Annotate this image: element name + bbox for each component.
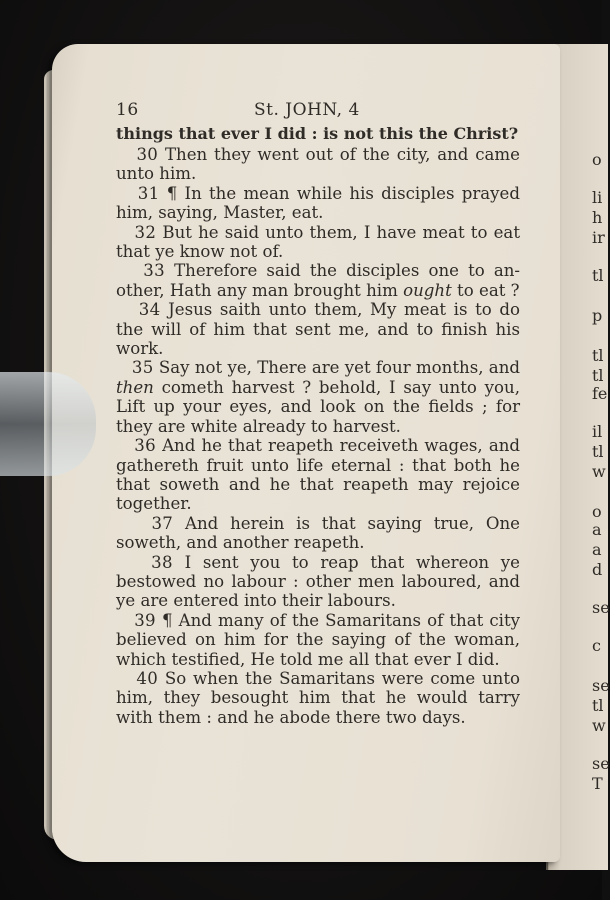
book-chapter-title: St. JOHN, 4	[254, 100, 360, 120]
verse-text: And he that reapeth receiveth wages,	[162, 436, 483, 456]
facing-fragment: w	[592, 462, 606, 481]
facing-fragment: o	[592, 150, 602, 169]
verse-text: soweth, and another reapeth.	[116, 533, 365, 553]
verse-text: city believed on him for the saying of the	[116, 610, 520, 650]
verse-number: 32	[134, 222, 157, 242]
verse-number: 37	[151, 513, 174, 533]
verse-text: Jesus saith unto them, My meat is to	[168, 300, 492, 320]
verse-text: prayed him, saying, Master, eat.	[116, 183, 520, 223]
verse-number: 33	[143, 261, 165, 281]
verse-text: But he said unto them, I have meat to	[162, 222, 488, 242]
verse-text: and ye are entered into their labours.	[116, 571, 520, 611]
facing-fragment: tl	[592, 696, 604, 715]
verse-text: other, Hath any man brought him	[116, 280, 404, 300]
verse-text: And herein is that saying true, One	[184, 513, 521, 533]
facing-fragment: tl	[592, 366, 604, 385]
verse-36	[116, 436, 520, 514]
verse-40	[116, 669, 520, 727]
verse-text: eat ?	[479, 280, 520, 300]
facing-fragment: se	[592, 676, 610, 695]
verse-text: ever I did.	[413, 649, 500, 669]
facing-fragment: se	[592, 598, 610, 617]
verse-37	[116, 514, 520, 553]
verse-39	[116, 611, 520, 669]
verse-text: harvest.	[332, 416, 401, 436]
verse-text: I sent you to reap that whereon ye	[184, 552, 520, 572]
verse-34	[116, 300, 520, 358]
running-head	[116, 98, 520, 124]
facing-fragment: h	[592, 208, 603, 227]
verse-number: 38	[151, 552, 173, 572]
verse-text: his work.	[116, 319, 520, 359]
facing-fragment: tl	[592, 442, 604, 461]
verse-italic-word: ought	[403, 280, 452, 300]
verse-text: both he that soweth and he that reapeth	[116, 455, 520, 494]
verse-italic-word: then	[116, 377, 154, 397]
facing-fragment: T	[592, 774, 603, 793]
verse-text: the fields ; for they are white already to	[116, 397, 520, 436]
facing-fragment: w	[592, 716, 606, 735]
verse-text: ¶ In the mean while his disciples	[166, 183, 455, 203]
verse-text: cometh harvest ? behold, I say	[153, 377, 432, 397]
verse-text: eat that ye know not of.	[116, 222, 520, 262]
facing-fragment: fe	[592, 384, 608, 403]
facing-fragment: tl	[592, 266, 604, 285]
facing-fragment: p	[592, 306, 603, 325]
facing-fragment: li	[592, 188, 603, 207]
verse-number: 40	[136, 668, 159, 688]
verse-number: 35	[131, 358, 154, 378]
verse-text: and gathereth fruit unto life eternal : that	[116, 436, 521, 475]
verse-text: woman, which testified, He told me all that	[116, 630, 520, 669]
facing-fragment: a	[592, 520, 602, 539]
verse-35	[116, 358, 520, 436]
verse-31	[116, 184, 520, 223]
facing-fragment: d	[592, 560, 603, 579]
verse-number: 36	[134, 436, 156, 456]
verse-text: ¶ And many of the Samaritans of that	[162, 610, 484, 630]
verse-number: 30	[136, 145, 159, 164]
page-clip	[0, 372, 96, 476]
verse-number: 31	[137, 183, 160, 203]
verse-text: unto you, Lift up your eyes, and look on	[116, 377, 520, 417]
verse-text: days.	[422, 707, 466, 727]
facing-fragment: se	[592, 754, 610, 773]
verse-text: So when the Samaritans were come	[164, 668, 476, 688]
verse-38	[116, 553, 520, 611]
page-number: 16	[116, 100, 139, 120]
facing-fragment: a	[592, 540, 602, 559]
verse-text: bestowed no labour : other men laboured,	[116, 571, 482, 591]
page-text	[116, 98, 520, 727]
verse-number: 39	[134, 610, 156, 630]
verse-text: and	[488, 358, 520, 378]
facing-fragment: il	[592, 422, 603, 441]
verse-33	[116, 261, 520, 300]
verse-text: Therefore said the disciples one to an-	[174, 261, 521, 281]
verse-text: Then they went out of the city, and	[164, 145, 469, 164]
verse-text: to	[451, 280, 474, 300]
verse-text: do the will of him that sent me, and to finish	[116, 300, 520, 339]
verse-text: may rejoice together.	[116, 474, 520, 514]
continued-line: things that ever I did : is not this the Christ?	[116, 124, 519, 143]
facing-fragment: tl	[592, 346, 604, 365]
verse-30	[116, 145, 520, 184]
facing-fragment: ir	[592, 228, 605, 247]
verse-text: Say not ye, There are yet four months,	[158, 358, 484, 378]
verse-text: tarry with them : and he abode there two	[116, 688, 521, 727]
verse-text: came unto him.	[116, 145, 520, 184]
facing-fragment: c	[592, 636, 601, 655]
verse-text: unto him, they besought him that he would	[116, 668, 520, 708]
facing-fragment: o	[592, 502, 602, 521]
verse-number: 34	[138, 300, 161, 320]
verse-32	[116, 223, 520, 262]
